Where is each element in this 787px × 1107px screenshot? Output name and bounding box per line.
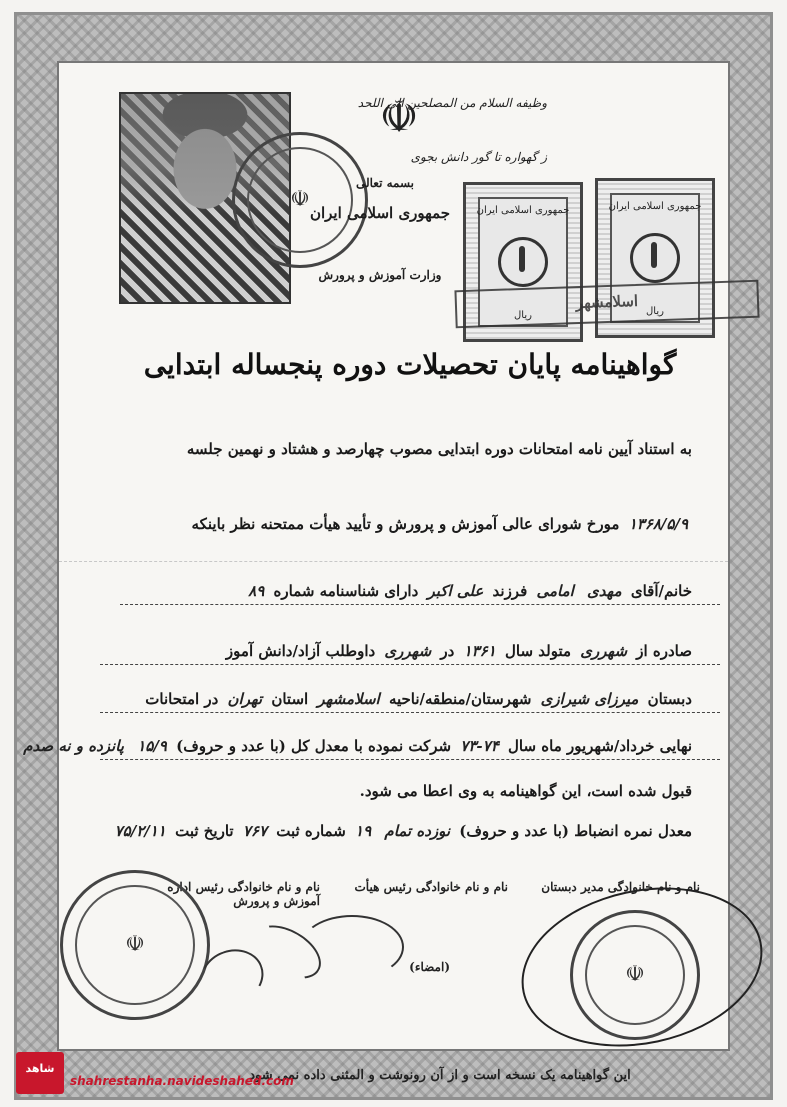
certificate-title: گواهینامه پایان تحصیلات دوره پنجساله ابتدایی: [143, 348, 677, 381]
iran-emblem-icon: [498, 237, 548, 287]
photo-seal-stamp: [232, 132, 368, 268]
iran-emblem-icon: ☫: [125, 932, 145, 957]
fill-line: [100, 712, 720, 713]
republic-name: جمهوری اسلامی ایران: [309, 204, 451, 222]
motto-line-1: وظیفه السلام من المصلحین الی اللحد: [357, 96, 547, 110]
cancellation-stamp: اسلامشهر: [454, 280, 759, 329]
district-name: اسلامشهر: [317, 690, 380, 708]
school-name: میرزای شیرازی: [540, 690, 639, 708]
ministry-name: وزارت آموزش و پرورش: [318, 268, 442, 282]
issued-place: شهرری: [580, 642, 628, 660]
birth-year: ۱۳۶۱: [463, 642, 496, 660]
body-line-8: معدل نمره انضباط (با عدد و حروف) نوزده تمام ۱۹ شماره ثبت ۷۶۷ تاریخ ثبت ۷۵/۲/۱۱: [82, 822, 692, 840]
body-line-2: ۱۳۶۸/۵/۹ مورخ شورای عالی آموزش و پرورش و تأیید هیأت ممتحنه نظر باینکه: [82, 515, 692, 533]
discipline-grade: ۱۹: [355, 822, 372, 840]
student-first-name: مهدی: [587, 582, 622, 600]
principal-signature-label: نام و نام خانوادگی مدیر دبستان: [541, 880, 700, 894]
fill-line: [100, 759, 720, 760]
overall-grade-words: پانزده و نه صدم: [23, 737, 124, 755]
body-line-3: خانم/آقای مهدی امامی فرزند علی اکبر دارای شناسنامه شماره ۸۹: [82, 582, 692, 600]
body-line-6: نهایی خرداد/شهریور ماه سال ۷۴-۷۳ شرکت نموده با معدل کل (با عدد و حروف) ۱۵/۹ پانزده و نه صدم: [82, 737, 692, 755]
body-line-7: قبول شده است، این گواهینامه به وی اعطا می شود.: [359, 782, 692, 800]
iran-emblem-icon: ☫: [625, 962, 645, 987]
footer-note: این گواهینامه یک نسخه است و از آن رونوشت و المثنی داده نمی شود: [249, 1068, 631, 1083]
birth-place: شهرری: [384, 642, 432, 660]
registration-number: ۷۶۷: [242, 822, 267, 840]
fill-line: [100, 664, 720, 665]
exam-year: ۷۴-۷۳: [460, 737, 499, 755]
body-line-1: به استناد آیین نامه امتحانات دوره ابتدایی مصوب چهارصد و هشتاد و نهمین جلسه: [186, 440, 692, 458]
iran-emblem-icon: [630, 233, 680, 283]
registration-date: ۷۵/۲/۱۱: [114, 822, 166, 840]
head-signature-label: نام و نام خانوادگی رئیس اداره آموزش و پرورش: [167, 880, 320, 908]
committee-signature-label: نام و نام خانوادگی رئیس هیأت: [354, 880, 508, 894]
signature-note: (امضاء): [409, 960, 450, 974]
id-number: ۸۹: [248, 582, 265, 600]
fill-line: [120, 604, 720, 605]
basmala: بسمه تعالی: [355, 176, 415, 190]
overall-grade: ۱۵/۹: [137, 737, 167, 755]
body-line-5: دبستان میرزای شیرازی شهرستان/منطقه/ناحیه اسلامشهر استان تهران در امتحانات: [145, 690, 692, 708]
motto-line-2: ز گهواره تا گور دانش بجوی: [410, 150, 547, 164]
iran-emblem-icon: ☫: [290, 187, 310, 212]
province-name: تهران: [227, 690, 263, 708]
approval-date: ۱۳۶۸/۵/۹: [628, 515, 688, 533]
discipline-words: نوزده تمام: [384, 822, 451, 840]
student-last-name: امامی: [536, 582, 574, 600]
education-office-seal: [60, 870, 210, 1020]
revenue-stamp: جمهوری اسلامی ایران ریال: [463, 182, 583, 342]
site-url: shahrestanha.navideshahed.com: [70, 1074, 294, 1088]
father-name: علی اکبر: [427, 582, 484, 600]
iran-emblem-icon: ☫: [379, 92, 419, 143]
revenue-stamp: جمهوری اسلامی ایران ریال: [595, 178, 715, 338]
body-line-4: صادره از شهرری متولد سال ۱۳۶۱ در شهرری داوطلب آزاد/دانش آموز: [225, 642, 692, 660]
fold-line: [59, 561, 728, 562]
site-logo: شاهد: [16, 1052, 64, 1094]
